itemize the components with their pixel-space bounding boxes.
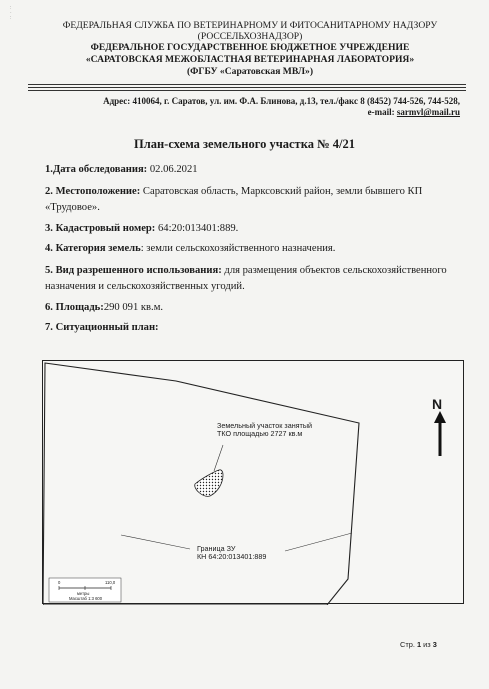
boundary-label <box>197 545 266 562</box>
item-value: 64:20:013401:889. <box>155 223 239 234</box>
scale-ratio-label: Масштаб 1:3 600 <box>69 596 103 601</box>
boundary-leader-line <box>121 535 190 549</box>
scale-end-label: 110,0 <box>105 580 116 585</box>
item-value: : земли сельскохозяйственного назначения. <box>140 243 336 254</box>
address-block <box>40 96 460 119</box>
header-rule <box>28 84 466 85</box>
page-number: 1 <box>416 640 422 649</box>
item-value: для размещения объектов сельскохозяйственного назначения и сельскохозяйственных угодий. <box>45 265 447 292</box>
item-label: 3. Кадастровый номер: <box>45 223 156 234</box>
boundary-label-line: Граница ЗУ <box>197 544 236 553</box>
item-label: 4. Категория земель <box>45 243 141 254</box>
institution-name: «САРАТОВСКАЯ МЕЖОБЛАСТНАЯ ВЕТЕРИНАРНАЯ ЛАБОРАТОРИЯ» <box>85 54 415 65</box>
boundary-leader-line <box>285 533 352 551</box>
header-rule <box>28 87 466 88</box>
item-situation-plan <box>45 320 470 336</box>
item-label: 7. Ситуационный план: <box>45 322 159 333</box>
item-location <box>45 184 470 216</box>
item-inspection-date <box>45 162 470 178</box>
item-label: 1.Дата обследования: <box>45 164 148 175</box>
item-cadastral-number <box>45 221 470 237</box>
item-value: Саратовская область, Марксовский район, земли бывшего КП «Трудовое». <box>45 186 423 213</box>
plot-leader-line <box>214 445 223 471</box>
email-link[interactable]: sarmvl@mail.ru <box>396 107 460 118</box>
page-total: 3 <box>432 640 437 649</box>
item-value: 290 091 кв.м. <box>103 302 164 313</box>
scale-units-label: метры <box>77 591 90 596</box>
page-counter <box>400 640 437 649</box>
plot-label-line: ТКО площадью 2727 кв.м <box>217 429 303 439</box>
waste-plot-label <box>217 422 312 439</box>
agency-abbr: (РОССЕЛЬХОЗНАДЗОР) <box>197 31 303 42</box>
north-label: N <box>432 396 443 412</box>
item-label: 5. Вид разрешенного использования: <box>45 265 222 276</box>
institution-abbr: (ФГБУ «Саратовская МВЛ») <box>186 66 314 77</box>
north-arrow-head <box>434 411 446 423</box>
item-value: 02.06.2021 <box>147 164 198 175</box>
situation-plan-map <box>42 360 464 604</box>
address-line: Адрес: 410064, г. Саратов, ул. им. Ф.А. Блинова, д.13, тел./факс 8 (8452) 744-526, 744-528, <box>103 96 460 106</box>
item-permitted-use <box>45 263 470 295</box>
scale-start-label: 0 <box>58 580 61 585</box>
map-drawing <box>43 361 465 605</box>
item-label: 2. Местоположение: <box>45 186 141 197</box>
document-title: План-схема земельного участка № 4/21 <box>133 137 355 151</box>
item-land-category <box>45 241 470 257</box>
header-rule <box>28 90 466 91</box>
page-prefix: Стр. <box>400 640 417 649</box>
plot-label-line: Земельный участок занятый <box>217 421 313 430</box>
corner-marks: : · : <box>10 5 12 21</box>
item-area <box>45 300 470 316</box>
email-label: e-mail: <box>367 107 397 118</box>
item-label: 6. Площадь: <box>45 302 104 313</box>
boundary-label-line: КН 64:20:013401:889 <box>197 552 267 562</box>
institution-type: ФЕДЕРАЛЬНОЕ ГОСУДАРСТВЕННОЕ БЮДЖЕТНОЕ УЧРЕЖДЕНИЕ <box>90 42 410 53</box>
page-mid: из <box>421 640 433 649</box>
agency-name: ФЕДЕРАЛЬНАЯ СЛУЖБА ПО ВЕТЕРИНАРНОМУ И ФИТОСАНИТАРНОМУ НАДЗОРУ <box>62 20 438 31</box>
waste-plot-area <box>195 470 223 497</box>
